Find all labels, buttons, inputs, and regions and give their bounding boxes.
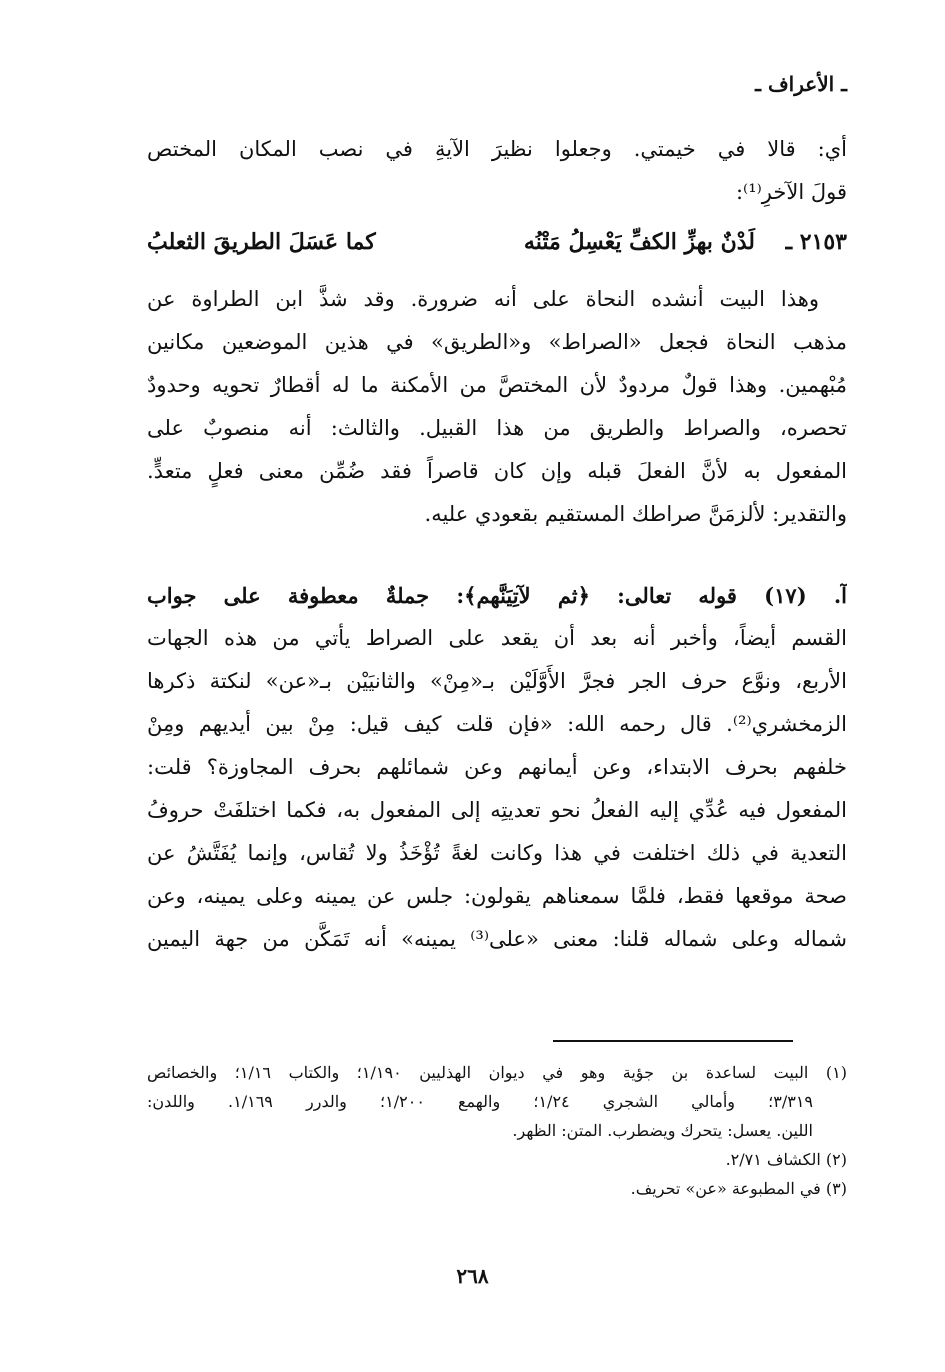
text-line: صحة موقعها فقط، فلمَّا سمعناهم يقولون: جلس عن يمينه وعلى يمينه، وعن	[147, 884, 847, 908]
footnotes	[147, 1058, 847, 1203]
verse-second-hemistich: كما عَسَلَ الطريقَ الثعلبُ	[147, 229, 376, 255]
text-line: مذهب النحاة فجعل «الصراط» و«الطريق» في هذين الموضعين مكانين	[147, 330, 847, 354]
text-line: الزمخشري⁽²⁾. قال رحمه الله: «فإن قلت كيف قيل: مِنْ بين أيديهم ومِنْ	[147, 712, 847, 736]
text-line: المفعول فيه عُدِّي إليه الفعلُ نحو تعديتِه إلى المفعول به، فكما اختلفَتْ حروفُ	[147, 798, 847, 822]
text-line: القسم أيضاً، وأخبر أنه بعد أن يقعد على الصراط يأتي من هذه الجهات	[147, 626, 847, 650]
text-line: شماله وعلى شماله قلنا: معنى «على⁽³⁾ يمينه» أنه تَمَكَّن من جهة اليمين	[147, 927, 847, 951]
text-line: تحصره، والصراط والطريق من هذا القبيل. والثالث: أنه منصوبٌ على	[147, 416, 847, 440]
paragraph-verse-17	[147, 574, 847, 961]
text-line: أي: قالا في خيمتي. وجعلوا نظيرَ الآيةِ في نصب المكان المختص	[147, 137, 847, 161]
paragraph-commentary	[147, 278, 847, 536]
text-line: التعدية في ذلك اختلفت في هذا وكانت لغةً تُؤْخَذُ ولا تُقاس، وإنما يُفَتَّشُ عن	[147, 841, 847, 865]
text-line: خلفهم بحرف الابتداء، وعن أيمانهم وعن شمائلهم بحرف المجاوزة؟ قلت:	[147, 755, 847, 779]
running-header: ـ الأعراف ـ	[755, 72, 847, 96]
footnote-1-line: (١) البيت لساعدة بن جؤية وهو في ديوان الهذليين ١/١٩٠؛ والكتاب ١/١٦؛ والخصائص	[147, 1063, 847, 1082]
text-line: الأربع، ونوَّع حرف الجر فجرَّ الأَوَّلَيْن بـ«مِنْ» والثانيَيْن بـ«عن» لنكتة ذكرها	[147, 669, 847, 693]
paragraph-intro	[147, 128, 847, 214]
footnote-1-line: اللين. يعسل: يتحرك ويضطرب. المتن: الظهر.	[512, 1121, 813, 1140]
footnote-3: (٣) في المطبوعة «عن» تحريف.	[630, 1179, 847, 1198]
text-line: المفعول به لأنَّ الفعلَ قبله وإن كان قاصراً فقد ضُمِّن معنى فعلٍ متعدٍّ.	[147, 459, 847, 483]
text-line: والتقدير: لألزمَنَّ صراطك المستقيم بقعودي عليه.	[424, 502, 847, 526]
verse-first-hemistich: لَدْنٌ بهزِّ الكفِّ يَعْسِلُ مَتْنُه	[523, 229, 755, 255]
text-line: مُبْهمين. وهذا قولٌ مردودٌ لأن المختصَّ من الأمكنة ما له أقطارٌ تحويه وحدودٌ	[147, 373, 847, 397]
verse-number: ٢١٥٣ ـ	[785, 229, 847, 255]
footnote-1-line: ٣/٣١٩؛ وأمالي الشجري ١/٢٤؛ والهمع ١/٢٠٠؛ والدرر ١/١٦٩. واللدن:	[147, 1092, 813, 1111]
footnote-divider	[553, 1040, 793, 1042]
text-line: وهذا البيت أنشده النحاة على أنه ضرورة. وقد شذَّ ابن الطراوة عن	[147, 287, 819, 311]
text-line: قولَ الآخرِ⁽¹⁾:	[735, 180, 847, 204]
page-number: ٢٦٨	[456, 1264, 489, 1288]
footnote-2: (٢) الكشاف ٢/٧١.	[725, 1150, 847, 1169]
text-line: آ. (١٧) قوله تعالى: ﴿ثم لآتِيَنَّهم﴾: جملةٌ معطوفة على جواب	[147, 583, 847, 608]
poetry-verse	[147, 220, 847, 264]
